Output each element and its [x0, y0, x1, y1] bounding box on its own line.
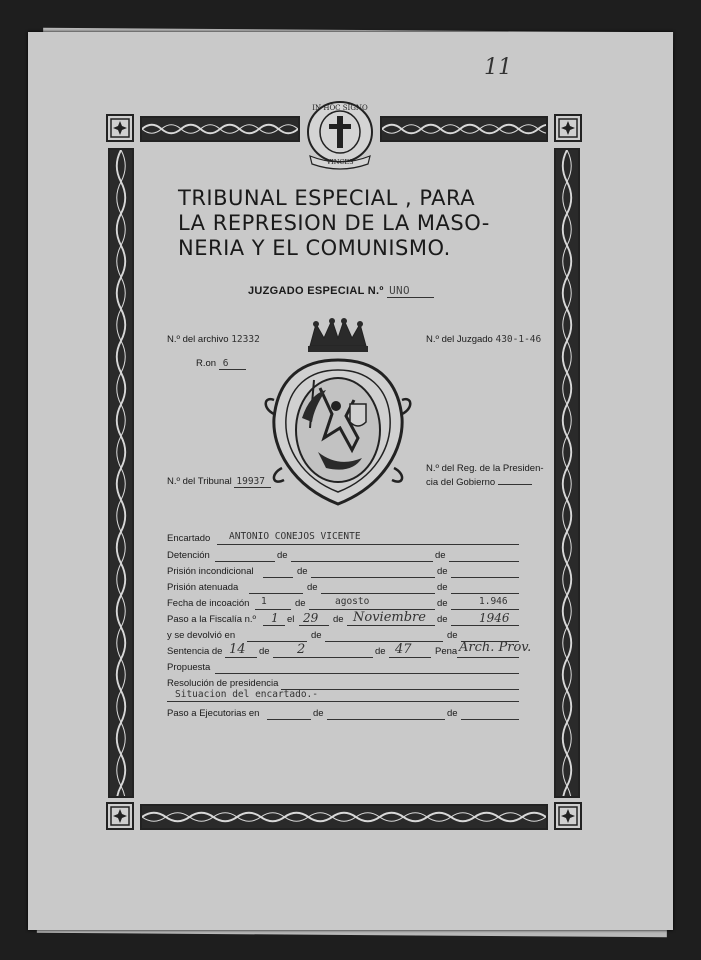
tribunal-value: 19937 [234, 476, 271, 488]
sentencia-month: 2 [297, 642, 306, 657]
archivo-label: N.º del archivo [167, 334, 229, 345]
sentencia-day: 14 [229, 642, 246, 657]
seal-motto-top: IN HOC SIGNO [312, 104, 368, 112]
situacion-value: Situacion del encartado.- [175, 689, 318, 700]
paso-fiscalia-num: 1 [271, 611, 279, 625]
row-fecha-incoacion [167, 598, 519, 612]
row-prision-atenuada [167, 582, 519, 596]
paso-fiscalia-de-2: de [437, 614, 448, 625]
ornament-band-right [554, 148, 580, 798]
paso-fiscalia-day: 29 [303, 611, 319, 625]
row-encartado [167, 533, 519, 547]
detencion-de-2: de [435, 550, 446, 561]
document-title [178, 186, 538, 261]
devolvio-de-1: de [311, 630, 322, 641]
tribunal-field [167, 476, 271, 487]
title-line-2: LA REPRESION DE LA MASO- [178, 211, 490, 235]
resolucion-label: Resolución de presidencia [167, 678, 279, 689]
sentencia-de-1: de [259, 646, 270, 657]
devolvio-label: y se devolvió en [167, 630, 236, 641]
juzgado-no-label: N.º del Juzgado [426, 334, 493, 345]
ornament-band-bottom [140, 804, 548, 830]
ejecutorias-label: Paso a Ejecutorias en [167, 708, 260, 719]
reg-presidencia-field [426, 462, 544, 490]
paso-fiscalia-year: 1946 [479, 611, 510, 625]
archivo-value: 12332 [231, 334, 260, 345]
juzgado-value: UNO [387, 284, 434, 298]
corner-ornament-top-right [554, 114, 582, 142]
reg-presidencia-label-1: N.º del Reg. de la Presiden- [426, 463, 544, 474]
prision-atenuada-de-2: de [437, 582, 448, 593]
prision-incondicional-de-1: de [297, 566, 308, 577]
paso-fiscalia-label: Paso a la Fiscalía n.º [167, 614, 257, 625]
encartado-value: ANTONIO CONEJOS VICENTE [229, 531, 361, 542]
fecha-incoacion-de-1: de [295, 598, 306, 609]
row-propuesta [167, 662, 519, 676]
ornament-band-left [108, 148, 134, 798]
ornament-band-top-right [380, 116, 548, 142]
archivo-field [167, 334, 260, 345]
ornament-band-top-left [140, 116, 300, 142]
fecha-incoacion-month: agosto [335, 596, 370, 607]
fecha-incoacion-label: Fecha de incoación [167, 598, 250, 609]
prision-incondicional-de-2: de [437, 566, 448, 577]
sentencia-label: Sentencia de [167, 646, 223, 657]
row-situacion [167, 690, 519, 704]
ron-value: 6 [219, 358, 247, 370]
sentencia-pena-label: Pena [435, 646, 458, 657]
seal-motto-bottom: VINCES [326, 158, 354, 166]
tribunal-label: N.º del Tribunal [167, 476, 232, 487]
title-line-1: TRIBUNAL ESPECIAL , PARA [178, 186, 476, 210]
ejecutorias-de-2: de [447, 708, 458, 719]
propuesta-label: Propuesta [167, 662, 211, 673]
fecha-incoacion-de-2: de [437, 598, 448, 609]
row-prision-incondicional [167, 566, 519, 580]
cross-seal-icon [302, 98, 378, 170]
title-line-3: NERIA Y EL COMUNISMO. [178, 236, 451, 260]
juzgado-no-field [426, 334, 541, 345]
fecha-incoacion-day: 1 [261, 596, 267, 607]
row-sentencia [167, 640, 532, 660]
devolvio-de-2: de [447, 630, 458, 641]
corner-ornament-bottom-right [554, 802, 582, 830]
row-paso-fiscalia [167, 610, 519, 628]
sentencia-pena-value: Arch. Prov. [459, 640, 532, 655]
juzgado-no-value: 430-1-46 [495, 334, 542, 345]
corner-ornament-bottom-left [106, 802, 134, 830]
juzgado-label: JUZGADO ESPECIAL N.º [248, 285, 384, 297]
row-ejecutorias [167, 708, 519, 722]
page-number: 11 [484, 55, 512, 80]
paso-fiscalia-month: Noviembre [353, 610, 426, 625]
reg-presidencia-label-2: cia del Gobierno [426, 477, 496, 488]
row-detencion [167, 550, 519, 564]
corner-ornament-top-left [106, 114, 134, 142]
encartado-label: Encartado [167, 533, 211, 544]
prision-incondicional-label: Prisión incondicional [167, 566, 254, 577]
juzgado-especial [248, 284, 434, 297]
paso-fiscalia-el: el [287, 614, 295, 625]
detencion-de-1: de [277, 550, 288, 561]
crown-shield-emblem-icon [262, 318, 414, 514]
sentencia-year: 47 [395, 642, 412, 657]
prision-atenuada-label: Prisión atenuada [167, 582, 239, 593]
detencion-label: Detención [167, 550, 210, 561]
ron-label: R.on [196, 358, 217, 369]
paso-fiscalia-de-1: de [333, 614, 344, 625]
fecha-incoacion-year: 1.946 [479, 596, 508, 607]
ron-field [196, 358, 246, 369]
ejecutorias-de-1: de [313, 708, 324, 719]
sentencia-de-2: de [375, 646, 386, 657]
prision-atenuada-de-1: de [307, 582, 318, 593]
